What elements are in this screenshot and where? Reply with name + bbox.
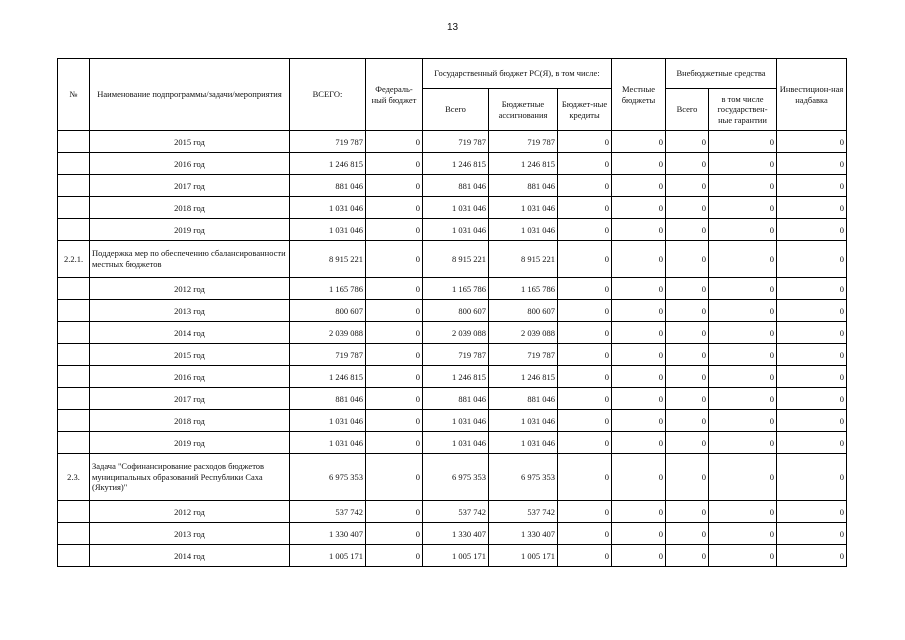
- cell-state-credits: 0: [558, 278, 612, 300]
- col-header-state-credits: Бюджет-ные кредиты: [558, 89, 612, 131]
- cell-name: 2017 год: [90, 388, 290, 410]
- cell-state-allocations: 719 787: [489, 344, 558, 366]
- cell-no: 2.2.1.: [58, 241, 90, 278]
- cell-state-allocations: 537 742: [489, 501, 558, 523]
- cell-state-allocations: 8 915 221: [489, 241, 558, 278]
- cell-extra-total: 0: [666, 523, 709, 545]
- cell-state-allocations: 1 246 815: [489, 153, 558, 175]
- cell-federal: 0: [366, 300, 423, 322]
- cell-name: 2014 год: [90, 322, 290, 344]
- table-row: [58, 388, 847, 410]
- cell-local: 0: [612, 410, 666, 432]
- cell-federal: 0: [366, 197, 423, 219]
- cell-name: 2013 год: [90, 523, 290, 545]
- cell-federal: 0: [366, 501, 423, 523]
- cell-state-credits: 0: [558, 388, 612, 410]
- cell-state-allocations: 1 031 046: [489, 197, 558, 219]
- cell-total: 537 742: [290, 501, 366, 523]
- cell-name: 2016 год: [90, 153, 290, 175]
- cell-investment: 0: [777, 366, 847, 388]
- cell-federal: 0: [366, 366, 423, 388]
- cell-local: 0: [612, 432, 666, 454]
- cell-no: [58, 410, 90, 432]
- col-header-investment: Инвестицион-ная надбавка: [777, 59, 847, 131]
- cell-no: [58, 278, 90, 300]
- cell-extra-total: 0: [666, 153, 709, 175]
- cell-extra-guarantees: 0: [709, 501, 777, 523]
- cell-local: 0: [612, 131, 666, 153]
- page-number: 13: [446, 22, 459, 33]
- cell-no: [58, 344, 90, 366]
- budget-table: [57, 58, 847, 567]
- cell-state-total: 881 046: [423, 175, 489, 197]
- cell-state-allocations: 1 330 407: [489, 523, 558, 545]
- cell-federal: 0: [366, 175, 423, 197]
- cell-investment: 0: [777, 344, 847, 366]
- cell-state-allocations: 1 031 046: [489, 219, 558, 241]
- cell-extra-guarantees: 0: [709, 545, 777, 567]
- cell-state-credits: 0: [558, 545, 612, 567]
- table-row: [58, 545, 847, 567]
- cell-name: 2015 год: [90, 131, 290, 153]
- cell-local: 0: [612, 175, 666, 197]
- cell-extra-guarantees: 0: [709, 197, 777, 219]
- table-row: [58, 501, 847, 523]
- cell-extra-guarantees: 0: [709, 410, 777, 432]
- cell-no: 2.3.: [58, 454, 90, 501]
- col-header-name: Наименование подпрограммы/задачи/мероприятия: [90, 59, 290, 131]
- cell-investment: 0: [777, 300, 847, 322]
- cell-total: 8 915 221: [290, 241, 366, 278]
- cell-total: 1 031 046: [290, 410, 366, 432]
- col-header-extrabudgetary: Внебюджетные средства: [666, 59, 777, 89]
- cell-federal: 0: [366, 523, 423, 545]
- cell-no: [58, 300, 90, 322]
- cell-federal: 0: [366, 432, 423, 454]
- cell-investment: 0: [777, 197, 847, 219]
- cell-no: [58, 388, 90, 410]
- cell-total: 1 246 815: [290, 366, 366, 388]
- cell-extra-total: 0: [666, 410, 709, 432]
- cell-extra-guarantees: 0: [709, 388, 777, 410]
- cell-state-credits: 0: [558, 322, 612, 344]
- cell-local: 0: [612, 219, 666, 241]
- cell-extra-guarantees: 0: [709, 219, 777, 241]
- cell-name: 2012 год: [90, 278, 290, 300]
- cell-state-total: 537 742: [423, 501, 489, 523]
- cell-extra-total: 0: [666, 219, 709, 241]
- cell-local: 0: [612, 197, 666, 219]
- cell-extra-guarantees: 0: [709, 344, 777, 366]
- cell-name: Задача "Софинансирование расходов бюджетов муниципальных образований Республики Саха (Якутия)": [90, 454, 290, 501]
- cell-name: Поддержка мер по обеспечению сбалансированности местных бюджетов: [90, 241, 290, 278]
- cell-state-allocations: 6 975 353: [489, 454, 558, 501]
- cell-extra-total: 0: [666, 432, 709, 454]
- cell-extra-guarantees: 0: [709, 366, 777, 388]
- cell-extra-guarantees: 0: [709, 300, 777, 322]
- table-row: [58, 366, 847, 388]
- cell-extra-total: 0: [666, 388, 709, 410]
- cell-state-allocations: 2 039 088: [489, 322, 558, 344]
- cell-state-allocations: 1 005 171: [489, 545, 558, 567]
- cell-state-credits: 0: [558, 197, 612, 219]
- cell-investment: 0: [777, 388, 847, 410]
- cell-total: 719 787: [290, 131, 366, 153]
- cell-total: 1 031 046: [290, 197, 366, 219]
- cell-extra-guarantees: 0: [709, 322, 777, 344]
- cell-investment: 0: [777, 175, 847, 197]
- cell-no: [58, 219, 90, 241]
- cell-state-allocations: 1 031 046: [489, 410, 558, 432]
- cell-local: 0: [612, 501, 666, 523]
- cell-investment: 0: [777, 131, 847, 153]
- cell-state-total: 719 787: [423, 131, 489, 153]
- cell-no: [58, 322, 90, 344]
- cell-total: 1 246 815: [290, 153, 366, 175]
- cell-total: 6 975 353: [290, 454, 366, 501]
- cell-name: 2019 год: [90, 432, 290, 454]
- table-row: [58, 153, 847, 175]
- col-header-state-budget: Государственный бюджет РС(Я), в том числе:: [423, 59, 612, 89]
- cell-state-allocations: 719 787: [489, 131, 558, 153]
- cell-state-total: 1 330 407: [423, 523, 489, 545]
- cell-state-total: 2 039 088: [423, 322, 489, 344]
- cell-local: 0: [612, 322, 666, 344]
- cell-total: 1 165 786: [290, 278, 366, 300]
- cell-federal: 0: [366, 388, 423, 410]
- cell-local: 0: [612, 241, 666, 278]
- cell-no: [58, 545, 90, 567]
- cell-state-credits: 0: [558, 432, 612, 454]
- cell-state-credits: 0: [558, 175, 612, 197]
- cell-investment: 0: [777, 322, 847, 344]
- cell-federal: 0: [366, 219, 423, 241]
- table-row: [58, 175, 847, 197]
- cell-no: [58, 523, 90, 545]
- cell-local: 0: [612, 454, 666, 501]
- cell-investment: 0: [777, 432, 847, 454]
- cell-no: [58, 366, 90, 388]
- cell-extra-total: 0: [666, 454, 709, 501]
- cell-local: 0: [612, 366, 666, 388]
- cell-federal: 0: [366, 131, 423, 153]
- cell-no: [58, 175, 90, 197]
- cell-local: 0: [612, 344, 666, 366]
- cell-no: [58, 197, 90, 219]
- cell-state-total: 8 915 221: [423, 241, 489, 278]
- table-row: [58, 219, 847, 241]
- col-header-total: ВСЕГО:: [290, 59, 366, 131]
- cell-extra-total: 0: [666, 278, 709, 300]
- table-row: [58, 131, 847, 153]
- cell-state-total: 881 046: [423, 388, 489, 410]
- cell-federal: 0: [366, 322, 423, 344]
- cell-investment: 0: [777, 523, 847, 545]
- col-header-state-allocations: Бюджетные ассигнования: [489, 89, 558, 131]
- cell-state-total: 1 165 786: [423, 278, 489, 300]
- cell-local: 0: [612, 300, 666, 322]
- cell-state-credits: 0: [558, 410, 612, 432]
- cell-state-total: 719 787: [423, 344, 489, 366]
- cell-total: 2 039 088: [290, 322, 366, 344]
- cell-state-credits: 0: [558, 454, 612, 501]
- cell-extra-total: 0: [666, 131, 709, 153]
- cell-total: 719 787: [290, 344, 366, 366]
- cell-state-allocations: 800 607: [489, 300, 558, 322]
- cell-local: 0: [612, 153, 666, 175]
- table-row: [58, 344, 847, 366]
- cell-name: 2014 год: [90, 545, 290, 567]
- cell-extra-guarantees: 0: [709, 175, 777, 197]
- cell-name: 2013 год: [90, 300, 290, 322]
- cell-extra-guarantees: 0: [709, 153, 777, 175]
- cell-state-credits: 0: [558, 300, 612, 322]
- cell-name: 2018 год: [90, 197, 290, 219]
- cell-federal: 0: [366, 545, 423, 567]
- table-row: [58, 322, 847, 344]
- table-row: [58, 197, 847, 219]
- cell-state-total: 1 031 046: [423, 219, 489, 241]
- cell-state-total: 1 005 171: [423, 545, 489, 567]
- cell-extra-total: 0: [666, 344, 709, 366]
- cell-no: [58, 153, 90, 175]
- cell-state-total: 800 607: [423, 300, 489, 322]
- col-header-extra-total: Всего: [666, 89, 709, 131]
- cell-extra-total: 0: [666, 175, 709, 197]
- cell-federal: 0: [366, 344, 423, 366]
- cell-state-credits: 0: [558, 241, 612, 278]
- cell-federal: 0: [366, 241, 423, 278]
- cell-extra-guarantees: 0: [709, 432, 777, 454]
- cell-extra-guarantees: 0: [709, 523, 777, 545]
- cell-extra-total: 0: [666, 241, 709, 278]
- cell-investment: 0: [777, 153, 847, 175]
- cell-total: 800 607: [290, 300, 366, 322]
- table-row: [58, 432, 847, 454]
- cell-extra-total: 0: [666, 300, 709, 322]
- cell-no: [58, 432, 90, 454]
- cell-extra-total: 0: [666, 545, 709, 567]
- cell-extra-total: 0: [666, 366, 709, 388]
- cell-no: [58, 131, 90, 153]
- cell-no: [58, 501, 90, 523]
- table-row: [58, 454, 847, 501]
- cell-state-credits: 0: [558, 523, 612, 545]
- table-body: [58, 131, 847, 567]
- cell-extra-guarantees: 0: [709, 278, 777, 300]
- cell-state-credits: 0: [558, 153, 612, 175]
- cell-state-credits: 0: [558, 219, 612, 241]
- cell-federal: 0: [366, 454, 423, 501]
- cell-state-credits: 0: [558, 131, 612, 153]
- col-header-local: Местные бюджеты: [612, 59, 666, 131]
- cell-investment: 0: [777, 410, 847, 432]
- cell-federal: 0: [366, 153, 423, 175]
- cell-state-total: 1 031 046: [423, 197, 489, 219]
- cell-federal: 0: [366, 278, 423, 300]
- cell-total: 881 046: [290, 388, 366, 410]
- cell-local: 0: [612, 545, 666, 567]
- cell-name: 2016 год: [90, 366, 290, 388]
- cell-state-credits: 0: [558, 501, 612, 523]
- col-header-state-total: Всего: [423, 89, 489, 131]
- cell-extra-total: 0: [666, 322, 709, 344]
- col-header-no: №: [58, 59, 90, 131]
- cell-extra-guarantees: 0: [709, 454, 777, 501]
- cell-total: 881 046: [290, 175, 366, 197]
- cell-total: 1 031 046: [290, 219, 366, 241]
- cell-total: 1 031 046: [290, 432, 366, 454]
- table-row: [58, 278, 847, 300]
- cell-state-total: 6 975 353: [423, 454, 489, 501]
- cell-extra-guarantees: 0: [709, 131, 777, 153]
- table-header: [58, 59, 847, 131]
- cell-local: 0: [612, 523, 666, 545]
- table-row: [58, 300, 847, 322]
- cell-investment: 0: [777, 241, 847, 278]
- cell-extra-guarantees: 0: [709, 241, 777, 278]
- cell-state-total: 1 246 815: [423, 153, 489, 175]
- cell-state-allocations: 1 165 786: [489, 278, 558, 300]
- cell-local: 0: [612, 278, 666, 300]
- col-header-federal: Федераль-ный бюджет: [366, 59, 423, 131]
- cell-state-allocations: 1 246 815: [489, 366, 558, 388]
- cell-local: 0: [612, 388, 666, 410]
- cell-name: 2015 год: [90, 344, 290, 366]
- col-header-extra-guarantees: в том числе государствен-ные гарантии: [709, 89, 777, 131]
- cell-state-total: 1 246 815: [423, 366, 489, 388]
- cell-extra-total: 0: [666, 501, 709, 523]
- cell-state-total: 1 031 046: [423, 432, 489, 454]
- cell-investment: 0: [777, 219, 847, 241]
- cell-name: 2019 год: [90, 219, 290, 241]
- cell-investment: 0: [777, 501, 847, 523]
- cell-investment: 0: [777, 278, 847, 300]
- cell-state-credits: 0: [558, 366, 612, 388]
- cell-state-credits: 0: [558, 344, 612, 366]
- cell-name: 2012 год: [90, 501, 290, 523]
- cell-name: 2017 год: [90, 175, 290, 197]
- cell-total: 1 330 407: [290, 523, 366, 545]
- cell-state-total: 1 031 046: [423, 410, 489, 432]
- cell-extra-total: 0: [666, 197, 709, 219]
- cell-state-allocations: 881 046: [489, 388, 558, 410]
- cell-federal: 0: [366, 410, 423, 432]
- cell-investment: 0: [777, 545, 847, 567]
- cell-investment: 0: [777, 454, 847, 501]
- table-row: [58, 241, 847, 278]
- table-row: [58, 410, 847, 432]
- table-row: [58, 523, 847, 545]
- cell-state-allocations: 1 031 046: [489, 432, 558, 454]
- cell-state-allocations: 881 046: [489, 175, 558, 197]
- cell-total: 1 005 171: [290, 545, 366, 567]
- cell-name: 2018 год: [90, 410, 290, 432]
